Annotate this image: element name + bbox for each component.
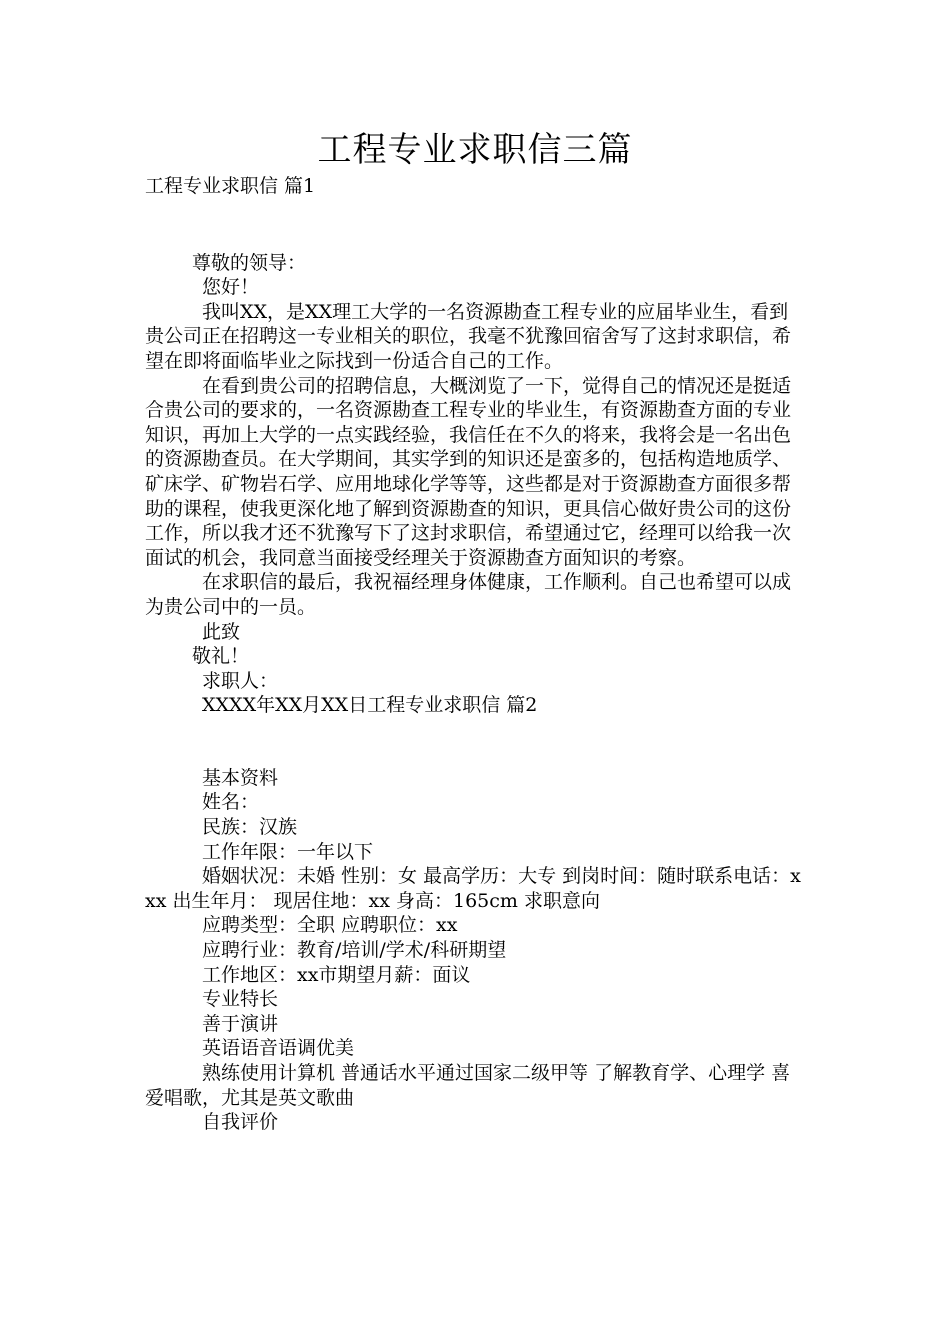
salutation: 尊敬的领导： <box>192 251 307 274</box>
section1-heading: 工程专业求职信 篇1 <box>145 175 316 197</box>
name-field: 姓名： <box>202 791 260 814</box>
specialty-item: 英语语音语调优美 <box>202 1037 355 1060</box>
industry-line: 应聘行业：教育/培训/学术/科研期望 <box>202 939 507 962</box>
signer-label: 求职人： <box>202 669 279 692</box>
specialty-item: 善于演讲 <box>202 1012 279 1035</box>
paragraph-3: 在求职信的最后，我祝福经理身体健康，工作顺利。自己也希望可以成为贵公司中的一员。 <box>145 571 792 618</box>
spacer <box>145 199 805 251</box>
self-evaluation-heading: 自我评价 <box>202 1111 279 1134</box>
ethnicity-field: 民族：汉族 <box>202 816 298 839</box>
basic-info-heading: 基本资料 <box>202 766 279 789</box>
paragraph-1: 我叫XX，是XX理工大学的一名资源勘查工程专业的应届毕业生，看到贵公司正在招聘这一专业相关的职位，我毫不犹豫回宿舍写了这封求职信，希望在即将面临毕业之际找到一份适合自己的工作。 <box>145 300 792 372</box>
specialty-item: 熟练使用计算机 普通话水平通过国家二级甲等 了解教育学、心理学 喜爱唱歌，尤其是英文歌曲 <box>145 1062 791 1109</box>
job-type-line: 应聘类型：全职 应聘职位：xx <box>202 914 458 937</box>
work-years-field: 工作年限：一年以下 <box>202 840 374 863</box>
document-body <box>145 174 805 1135</box>
spacer <box>145 718 805 766</box>
closing-jing-li: 敬礼！ <box>192 645 250 668</box>
specialty-heading: 专业特长 <box>202 988 279 1011</box>
status-line: 婚姻状况：未婚 性别：女 最高学历：大专 到岗时间：随时联系电话：xxx 出生年月： 现居住地：xx 身高：165cm 求职意向 <box>145 865 801 912</box>
paragraph-2: 在看到贵公司的招聘信息，大概浏览了一下，觉得自己的情况还是挺适合贵公司的要求的，一名资源勘查工程专业的毕业生，有资源勘查方面的专业知识，再加上大学的一点实践经验，我信任在不久的将来，我将会是一名出色的资源勘查员。在大学期间，其实学到的知识还是蛮多的，包括构造地质学、矿床学、矿物岩石学、应用地球化学等等，这些都是对于资源勘查方面很多帮助的课程，使我更深化地了解到资源勘查的知识，更具信心做好贵公司的这份工作，所以我才还不犹豫写下了这封求职信，希望通过它，经理可以给我一次面试的机会，我同意当面接受经理关于资源勘查方面知识的考察。 <box>145 374 792 569</box>
greeting: 您好！ <box>202 276 260 299</box>
document-title: 工程专业求职信三篇 <box>317 130 633 170</box>
location-line: 工作地区：xx市期望月薪：面议 <box>202 963 471 986</box>
closing-ci-zhi: 此致 <box>202 620 241 643</box>
date-and-section2-heading: XXXX年XX月XX日工程专业求职信 篇2 <box>202 694 538 717</box>
